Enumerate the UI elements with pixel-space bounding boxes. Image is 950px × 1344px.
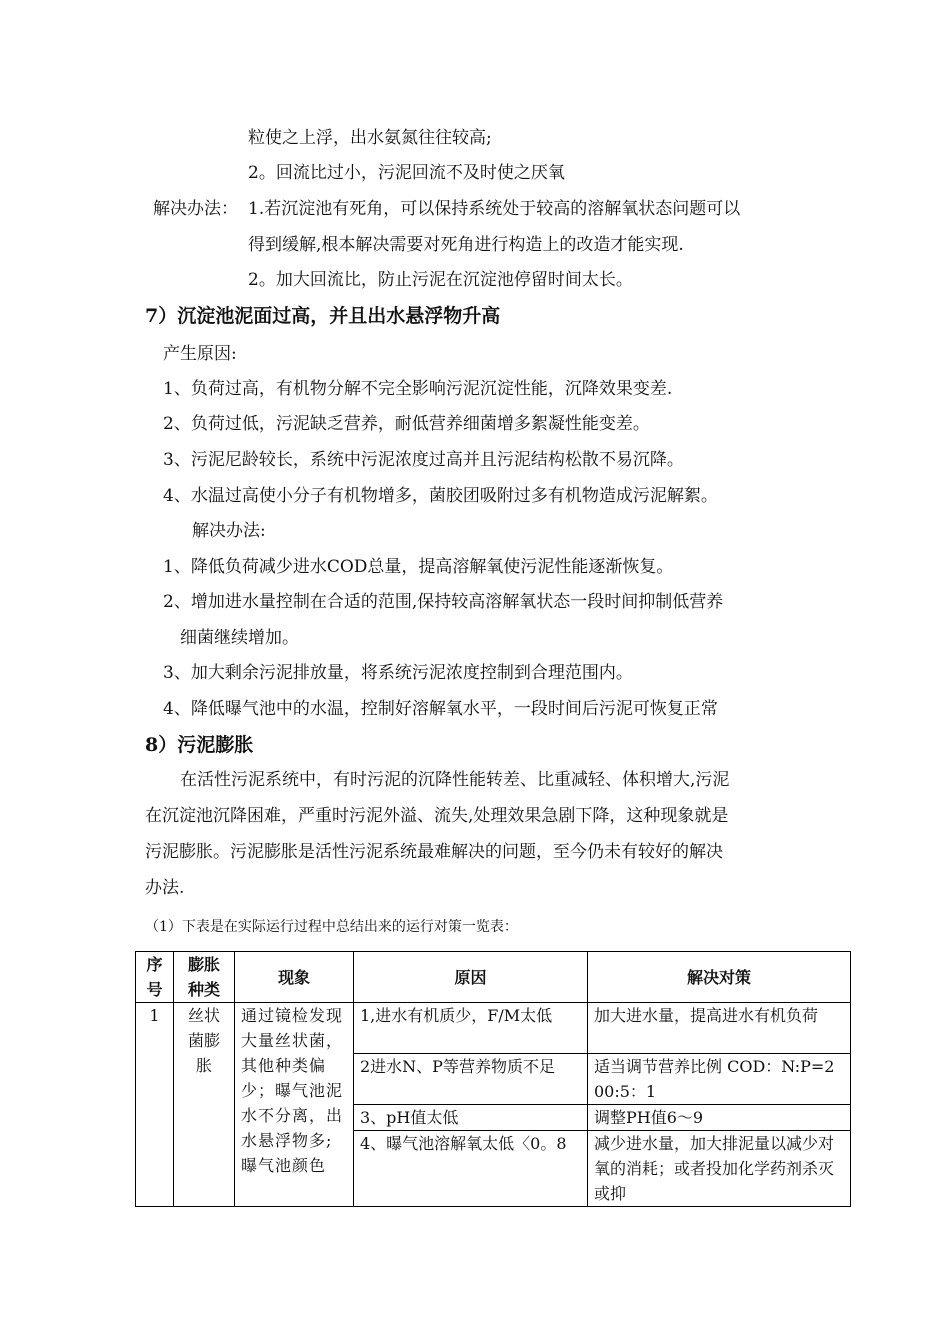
text-line: 1.若沉淀池有死角，可以保持系统处于较高的溶解氧状态问题可以 <box>248 199 741 219</box>
solution-label: 解决办法: <box>192 521 266 541</box>
list-item: 3、污泥尼龄较长，系统中污泥浓度过高并且污泥结构松散不易沉降。 <box>163 450 684 470</box>
table-row <box>136 1003 851 1054</box>
cell-solution: 加大进水量，提高进水有机负荷 <box>588 1003 851 1054</box>
paragraph-line: 污泥膨胀。污泥膨胀是活性污泥系统最难解决的问题，至今仍未有较好的解决 <box>145 842 723 862</box>
cell-cause: 4、曝气池溶解氧太低〈0。8 <box>354 1131 588 1207</box>
list-item-continuation: 细菌继续增加。 <box>180 628 299 648</box>
cause-label: 产生原因: <box>163 344 237 364</box>
cell-solution: 减少进水量，加大排泥量以减少对氧的消耗；或者投加化学药剂杀灭或抑 <box>588 1131 851 1207</box>
header-type: 膨胀种类 <box>174 952 235 1003</box>
text-line: 粒使之上浮，出水氨氮往往较高; <box>248 128 492 148</box>
cell-cause: 3、pH值太低 <box>354 1105 588 1131</box>
cell-no: 1 <box>136 1003 174 1207</box>
table-caption: （1）下表是在实际运行过程中总结出来的运行对策一览表： <box>145 919 518 935</box>
list-item: 1、降低负荷减少进水COD总量，提高溶解氧使污泥性能逐渐恢复。 <box>163 557 674 577</box>
table-header-row <box>136 952 851 1003</box>
cell-solution: 适当调节营养比例 COD：N:P=200:5：1 <box>588 1054 851 1105</box>
cell-cause: 1,进水有机质少，F/M太低 <box>354 1003 588 1054</box>
countermeasure-table <box>135 951 851 1207</box>
list-item: 2、负荷过低，污泥缺乏营养，耐低营养细菌增多絮凝性能变差。 <box>163 414 650 434</box>
list-item: 2、增加进水量控制在合适的范围,保持较高溶解氧状态一段时间抑制低营养 <box>163 592 724 612</box>
header-solution: 解决对策 <box>588 952 851 1003</box>
header-phenomenon: 现象 <box>235 952 354 1003</box>
section-heading-8: 8）污泥膨胀 <box>145 734 254 756</box>
solution-label: 解决办法： <box>153 199 238 219</box>
header-cause: 原因 <box>354 952 588 1003</box>
cell-phenomenon: 通过镜检发现大量丝状菌，其他种类偏少；曝气池泥水不分离，出水悬浮物多;曝气池颜色 <box>235 1003 354 1207</box>
text-line: 2。回流比过小，污泥回流不及时使之厌氧 <box>248 163 565 183</box>
list-item: 3、加大剩余污泥排放量，将系统污泥浓度控制到合理范围内。 <box>163 663 633 683</box>
cell-cause: 2进水N、P等营养物质不足 <box>354 1054 588 1105</box>
text-line: 得到缓解,根本解决需要对死角进行构造上的改造才能实现. <box>248 235 684 255</box>
list-item: 4、水温过高使小分子有机物增多，菌胶团吸附过多有机物造成污泥解絮。 <box>163 486 718 506</box>
list-item: 1、负荷过高，有机物分解不完全影响污泥沉淀性能，沉降效果变差. <box>163 379 673 399</box>
cell-solution: 调整PH值6～9 <box>588 1105 851 1131</box>
section-heading-7: 7）沉淀池泥面过高，并且出水悬浮物升高 <box>145 305 501 327</box>
paragraph-line: 在活性污泥系统中，有时污泥的沉降性能转差、比重减轻、体积增大,污泥 <box>180 770 730 790</box>
cell-type: 丝状菌膨胀 <box>174 1003 235 1207</box>
list-item: 4、降低曝气池中的水温，控制好溶解氧水平，一段时间后污泥可恢复正常 <box>163 699 718 719</box>
header-no: 序号 <box>136 952 174 1003</box>
paragraph-line: 办法. <box>145 878 185 898</box>
text-line: 2。加大回流比，防止污泥在沉淀池停留时间太长。 <box>248 270 633 290</box>
paragraph-line: 在沉淀池沉降困难，严重时污泥外溢、流失,处理效果急剧下降，这种现象就是 <box>145 806 729 826</box>
